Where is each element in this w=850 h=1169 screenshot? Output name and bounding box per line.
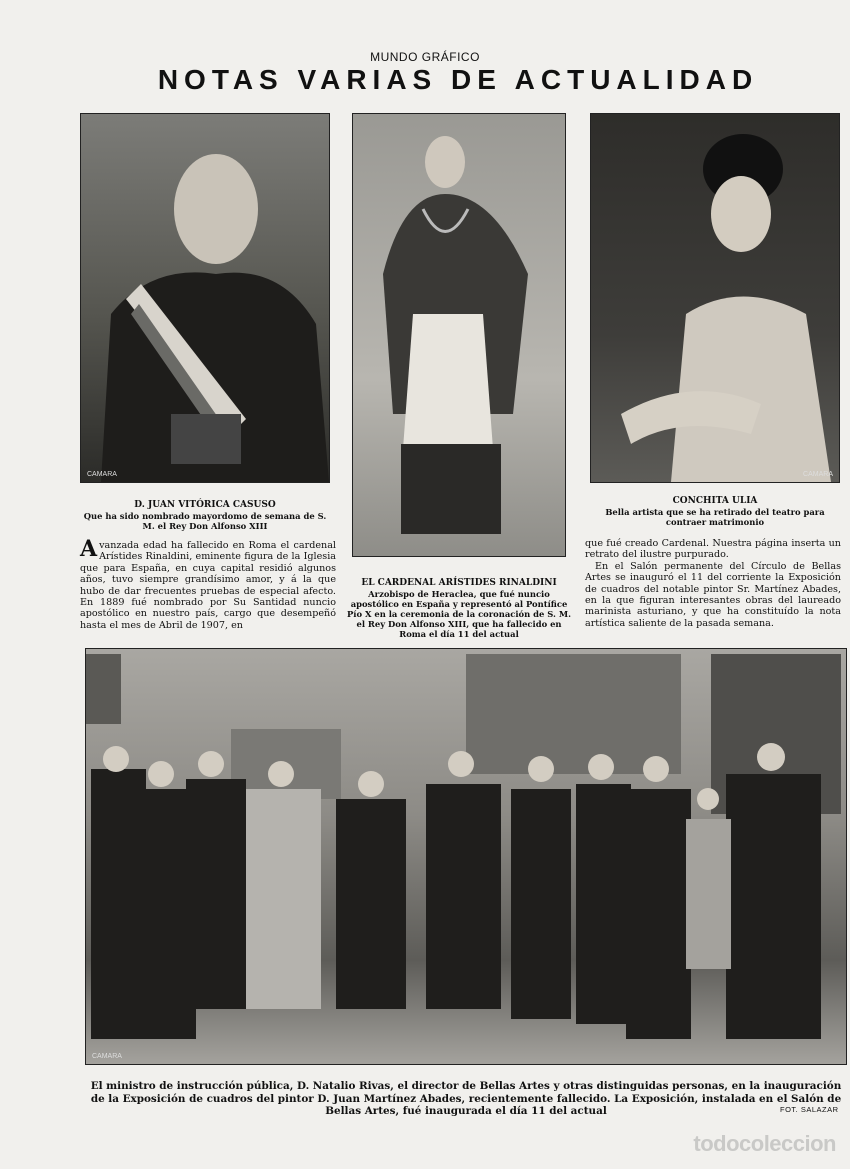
photo-credit: CAMARA — [803, 471, 833, 478]
article-column-left — [80, 536, 336, 640]
photo-conchita — [590, 113, 840, 483]
magazine-name: MUNDO GRÁFICO — [370, 50, 480, 64]
cardinal-silhouette-icon — [353, 114, 565, 556]
photo-exposition-group — [85, 648, 847, 1065]
article-text-left: vanzada edad ha fallecido en Roma el cardenal Arístides Rinaldini, eminente figura de la Iglesia que para España, en cuya capital residió algunos años, tuvo siempre grandísimo amor, y á la que hubo de dar frecuentes pruebas de especial afecto. En 1889 fué nombrado por Su Santidad nuncio apostólico en nuestro país, cargo que desempeñó hasta el mes de Abril de 1907, en — [80, 540, 336, 631]
drop-cap: A — [80, 536, 98, 562]
article-text-right-2: En el Salón permanente del Círculo de Bellas Artes se inauguró el 11 del corriente la Exposición de cuadros del notable pintor Sr. Martínez Abades, en la que figuran interesantes obras del laureado marinista asturiano, y que ha constituído la nota artística saliente de la pasada semana. — [585, 560, 841, 629]
photo-rinaldini — [352, 113, 566, 557]
portrait-silhouette-icon — [81, 114, 329, 482]
caption-name-conchita: CONCHITA ULIA — [672, 496, 758, 506]
photo-credit: CAMARA — [87, 471, 117, 478]
page-headline: NOTAS VARIAS DE ACTUALIDAD — [157, 64, 759, 95]
woman-silhouette-icon — [591, 114, 839, 482]
article-text-right-1: que fué creado Cardenal. Nuestra página inserta un retrato del ilustre purpurado. — [585, 538, 841, 561]
caption-desc-conchita: Bella artista que se ha retirado del teatro para contraer matrimonio — [605, 507, 825, 527]
group-scene-icon — [86, 649, 846, 1064]
photographer-credit: FOT. SALAZAR — [780, 1105, 839, 1114]
caption-desc-rinaldini: Arzobispo de Heraclea, que fué nuncio apostólico en España y representó al Pontífice Pío X en la ceremonia de la coronación de S. M. el Rey Don Alfonso XIII, que ha fallecido en Roma el día 11 del actual — [346, 589, 572, 639]
group-caption-text: El ministro de instrucción pública, D. Natalio Rivas, el director de Bellas Artes y otras distinguidas personas, en la inauguración de la Exposición de cuadros del pintor D. Juan Martínez Abades, recientemente fallecido. La Exposición, instalada en el Salón de Bellas Artes, fué inaugurada el día 11 del actual — [90, 1080, 842, 1117]
photo-credit: CAMARA — [92, 1053, 122, 1060]
caption-name-rinaldini: EL CARDENAL ARÍSTIDES RINALDINI — [361, 578, 557, 588]
watermark: todocoleccion — [693, 1131, 836, 1156]
photo-vitorica — [80, 113, 330, 483]
article-column-right — [585, 538, 841, 638]
caption-desc-vitorica: Que ha sido nombrado mayordomo de semana de S. M. el Rey Don Alfonso XIII — [83, 511, 327, 531]
group-caption — [84, 1080, 848, 1118]
caption-name-vitorica: D. JUAN VITÓRICA CASUSO — [134, 500, 276, 510]
